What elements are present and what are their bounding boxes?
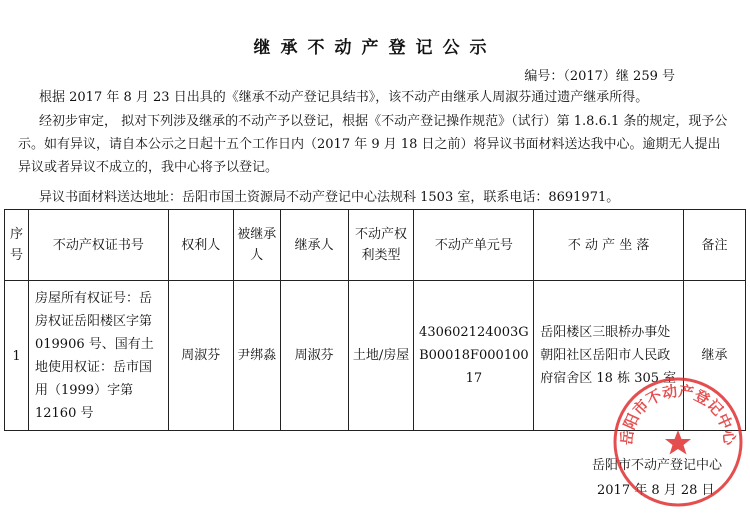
issue-date: 2017 年 8 月 28 日 xyxy=(597,483,715,498)
seal-text: 岳阳市不动产登记中心 xyxy=(617,382,739,446)
paragraph-address: 异议书面材料送达地址：岳阳市国土资源局不动产登记中心法规科 1503 室，联系电话：8691971。 xyxy=(39,190,620,205)
header-decedent: 被继承人 xyxy=(233,210,280,281)
header-location: 不 动 产 坐 落 xyxy=(534,210,684,281)
issuing-organization: 岳阳市不动产登记中心 xyxy=(592,458,723,473)
paragraph-basis: 根据 2017 年 8 月 23 日出具的《继承不动产登记具结书》，该不动产由继承人周淑芬通过遗产继承所得。 xyxy=(39,90,649,105)
cell-right-holder: 周淑芬 xyxy=(168,281,233,431)
header-seq: 序号 xyxy=(5,210,29,281)
cell-seq: 1 xyxy=(5,281,29,431)
cell-unit-no: 430602124003GB00018F00010017 xyxy=(414,281,534,431)
header-cert-no: 不动产权证书号 xyxy=(28,210,168,281)
header-remark: 备注 xyxy=(684,210,746,281)
cell-cert-no: 房屋所有权证号：岳房权证岳阳楼区字第 019906 号、国有土地使用权证：岳市国用（1999）字第 12160 号 xyxy=(28,281,168,431)
registration-table xyxy=(4,209,746,431)
header-right-holder: 权利人 xyxy=(168,210,233,281)
table-header-row xyxy=(5,210,746,281)
page-title: 继承不动产登记公示 xyxy=(253,38,497,58)
seal-star-icon xyxy=(665,430,691,455)
table-row xyxy=(5,281,746,431)
cell-location: 岳阳楼区三眼桥办事处朝阳社区岳阳市人民政府宿舍区 18 栋 305 室 xyxy=(534,281,684,431)
header-unit-no: 不动产单元号 xyxy=(414,210,534,281)
cell-remark: 继承 xyxy=(684,281,746,431)
cell-heir: 周淑芬 xyxy=(280,281,348,431)
paragraph-notice: 经初步审定， 拟对下列涉及继承的不动产予以登记，根据《不动产登记操作规范》（试行）第 1.8.6.1 条的规定，现予公示。如有异议，请自本公示之日起十五个工作日内（2017 年 9 月 18 日之前）将异议书面材料送达我中心。逾期无人提出异议或者异议不成立的，我中心将予以登记。 xyxy=(18,114,728,175)
header-heir: 继承人 xyxy=(280,210,348,281)
document-number: 编号：（2017）继 259 号 xyxy=(524,69,675,84)
cell-decedent: 尹绑淼 xyxy=(233,281,280,431)
cell-right-type: 土地/房屋 xyxy=(348,281,414,431)
header-right-type: 不动产权利类型 xyxy=(348,210,414,281)
